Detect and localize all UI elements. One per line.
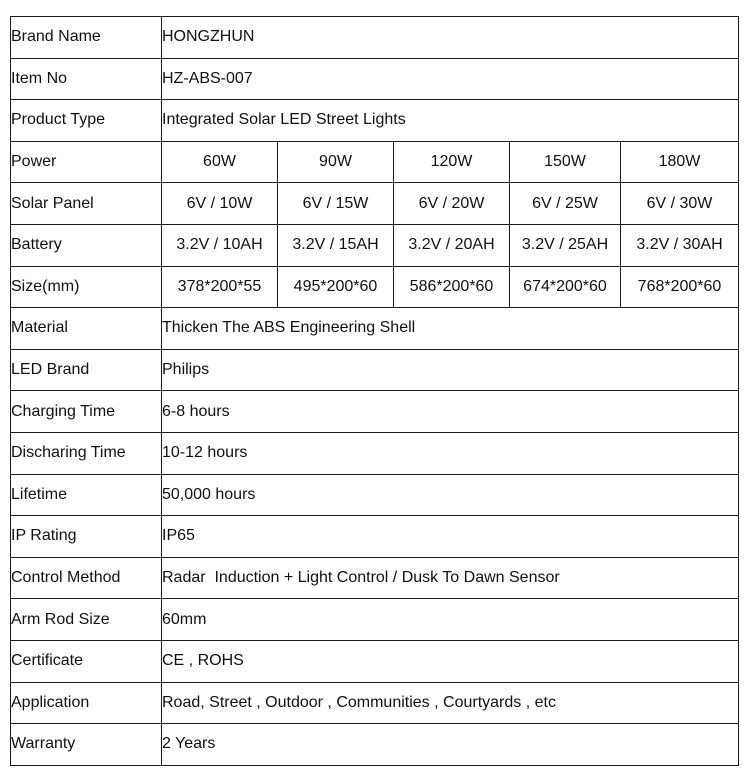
table-row-product-type <box>11 100 739 142</box>
table-cell: 3.2V / 30AH <box>621 224 739 266</box>
row-label: LED Brand <box>11 349 162 391</box>
table-row-brand-name <box>11 17 739 59</box>
row-label: Discharing Time <box>11 432 162 474</box>
table-cell: 90W <box>278 141 394 183</box>
row-label: Solar Panel <box>11 183 162 225</box>
table-cell: 6V / 10W <box>162 183 278 225</box>
row-label: Item No <box>11 58 162 100</box>
table-row-arm-rod-size <box>11 599 739 641</box>
row-value: Integrated Solar LED Street Lights <box>162 100 739 142</box>
table-row-battery <box>11 224 739 266</box>
table-cell: 495*200*60 <box>278 266 394 308</box>
table-cell: 60W <box>162 141 278 183</box>
row-label: Arm Rod Size <box>11 599 162 641</box>
row-label: Warranty <box>11 724 162 766</box>
row-value: 10-12 hours <box>162 432 739 474</box>
table-row-solar-panel <box>11 183 739 225</box>
table-cell: 150W <box>510 141 621 183</box>
table-cell: 6V / 15W <box>278 183 394 225</box>
row-value: Radar Induction + Light Control / Dusk To Dawn Sensor <box>162 557 739 599</box>
table-cell: 768*200*60 <box>621 266 739 308</box>
table-cell: 586*200*60 <box>394 266 510 308</box>
table-row-power <box>11 141 739 183</box>
table-row-led-brand <box>11 349 739 391</box>
table-row-control-method <box>11 557 739 599</box>
row-label: Product Type <box>11 100 162 142</box>
table-cell: 6V / 20W <box>394 183 510 225</box>
row-value: IP65 <box>162 516 739 558</box>
row-label: Brand Name <box>11 17 162 59</box>
row-value: Thicken The ABS Engineering Shell <box>162 308 739 350</box>
table-row-charging-time <box>11 391 739 433</box>
row-value: Road, Street , Outdoor , Communities , Courtyards , etc <box>162 682 739 724</box>
row-value: 2 Years <box>162 724 739 766</box>
spec-table <box>10 16 739 766</box>
table-cell: 6V / 25W <box>510 183 621 225</box>
row-label: Charging Time <box>11 391 162 433</box>
row-value: Philips <box>162 349 739 391</box>
table-row-material <box>11 308 739 350</box>
row-label: Material <box>11 308 162 350</box>
table-cell: 3.2V / 15AH <box>278 224 394 266</box>
table-cell: 674*200*60 <box>510 266 621 308</box>
table-row-lifetime <box>11 474 739 516</box>
row-label: Lifetime <box>11 474 162 516</box>
table-cell: 3.2V / 10AH <box>162 224 278 266</box>
row-value: 50,000 hours <box>162 474 739 516</box>
table-cell: 3.2V / 20AH <box>394 224 510 266</box>
table-cell: 120W <box>394 141 510 183</box>
table-cell: 6V / 30W <box>621 183 739 225</box>
table-row-size <box>11 266 739 308</box>
row-label: Size(mm) <box>11 266 162 308</box>
row-label: Certificate <box>11 640 162 682</box>
table-row-ip-rating <box>11 516 739 558</box>
row-label: Power <box>11 141 162 183</box>
row-value: HZ-ABS-007 <box>162 58 739 100</box>
row-label: Application <box>11 682 162 724</box>
table-row-application <box>11 682 739 724</box>
table-row-warranty <box>11 724 739 766</box>
table-cell: 378*200*55 <box>162 266 278 308</box>
row-label: Control Method <box>11 557 162 599</box>
table-row-item-no <box>11 58 739 100</box>
row-value: HONGZHUN <box>162 17 739 59</box>
table-cell: 180W <box>621 141 739 183</box>
table-row-discharging-time <box>11 432 739 474</box>
row-value: 60mm <box>162 599 739 641</box>
row-value: 6-8 hours <box>162 391 739 433</box>
table-cell: 3.2V / 25AH <box>510 224 621 266</box>
row-label: IP Rating <box>11 516 162 558</box>
row-value: CE , ROHS <box>162 640 739 682</box>
table-row-certificate <box>11 640 739 682</box>
row-label: Battery <box>11 224 162 266</box>
